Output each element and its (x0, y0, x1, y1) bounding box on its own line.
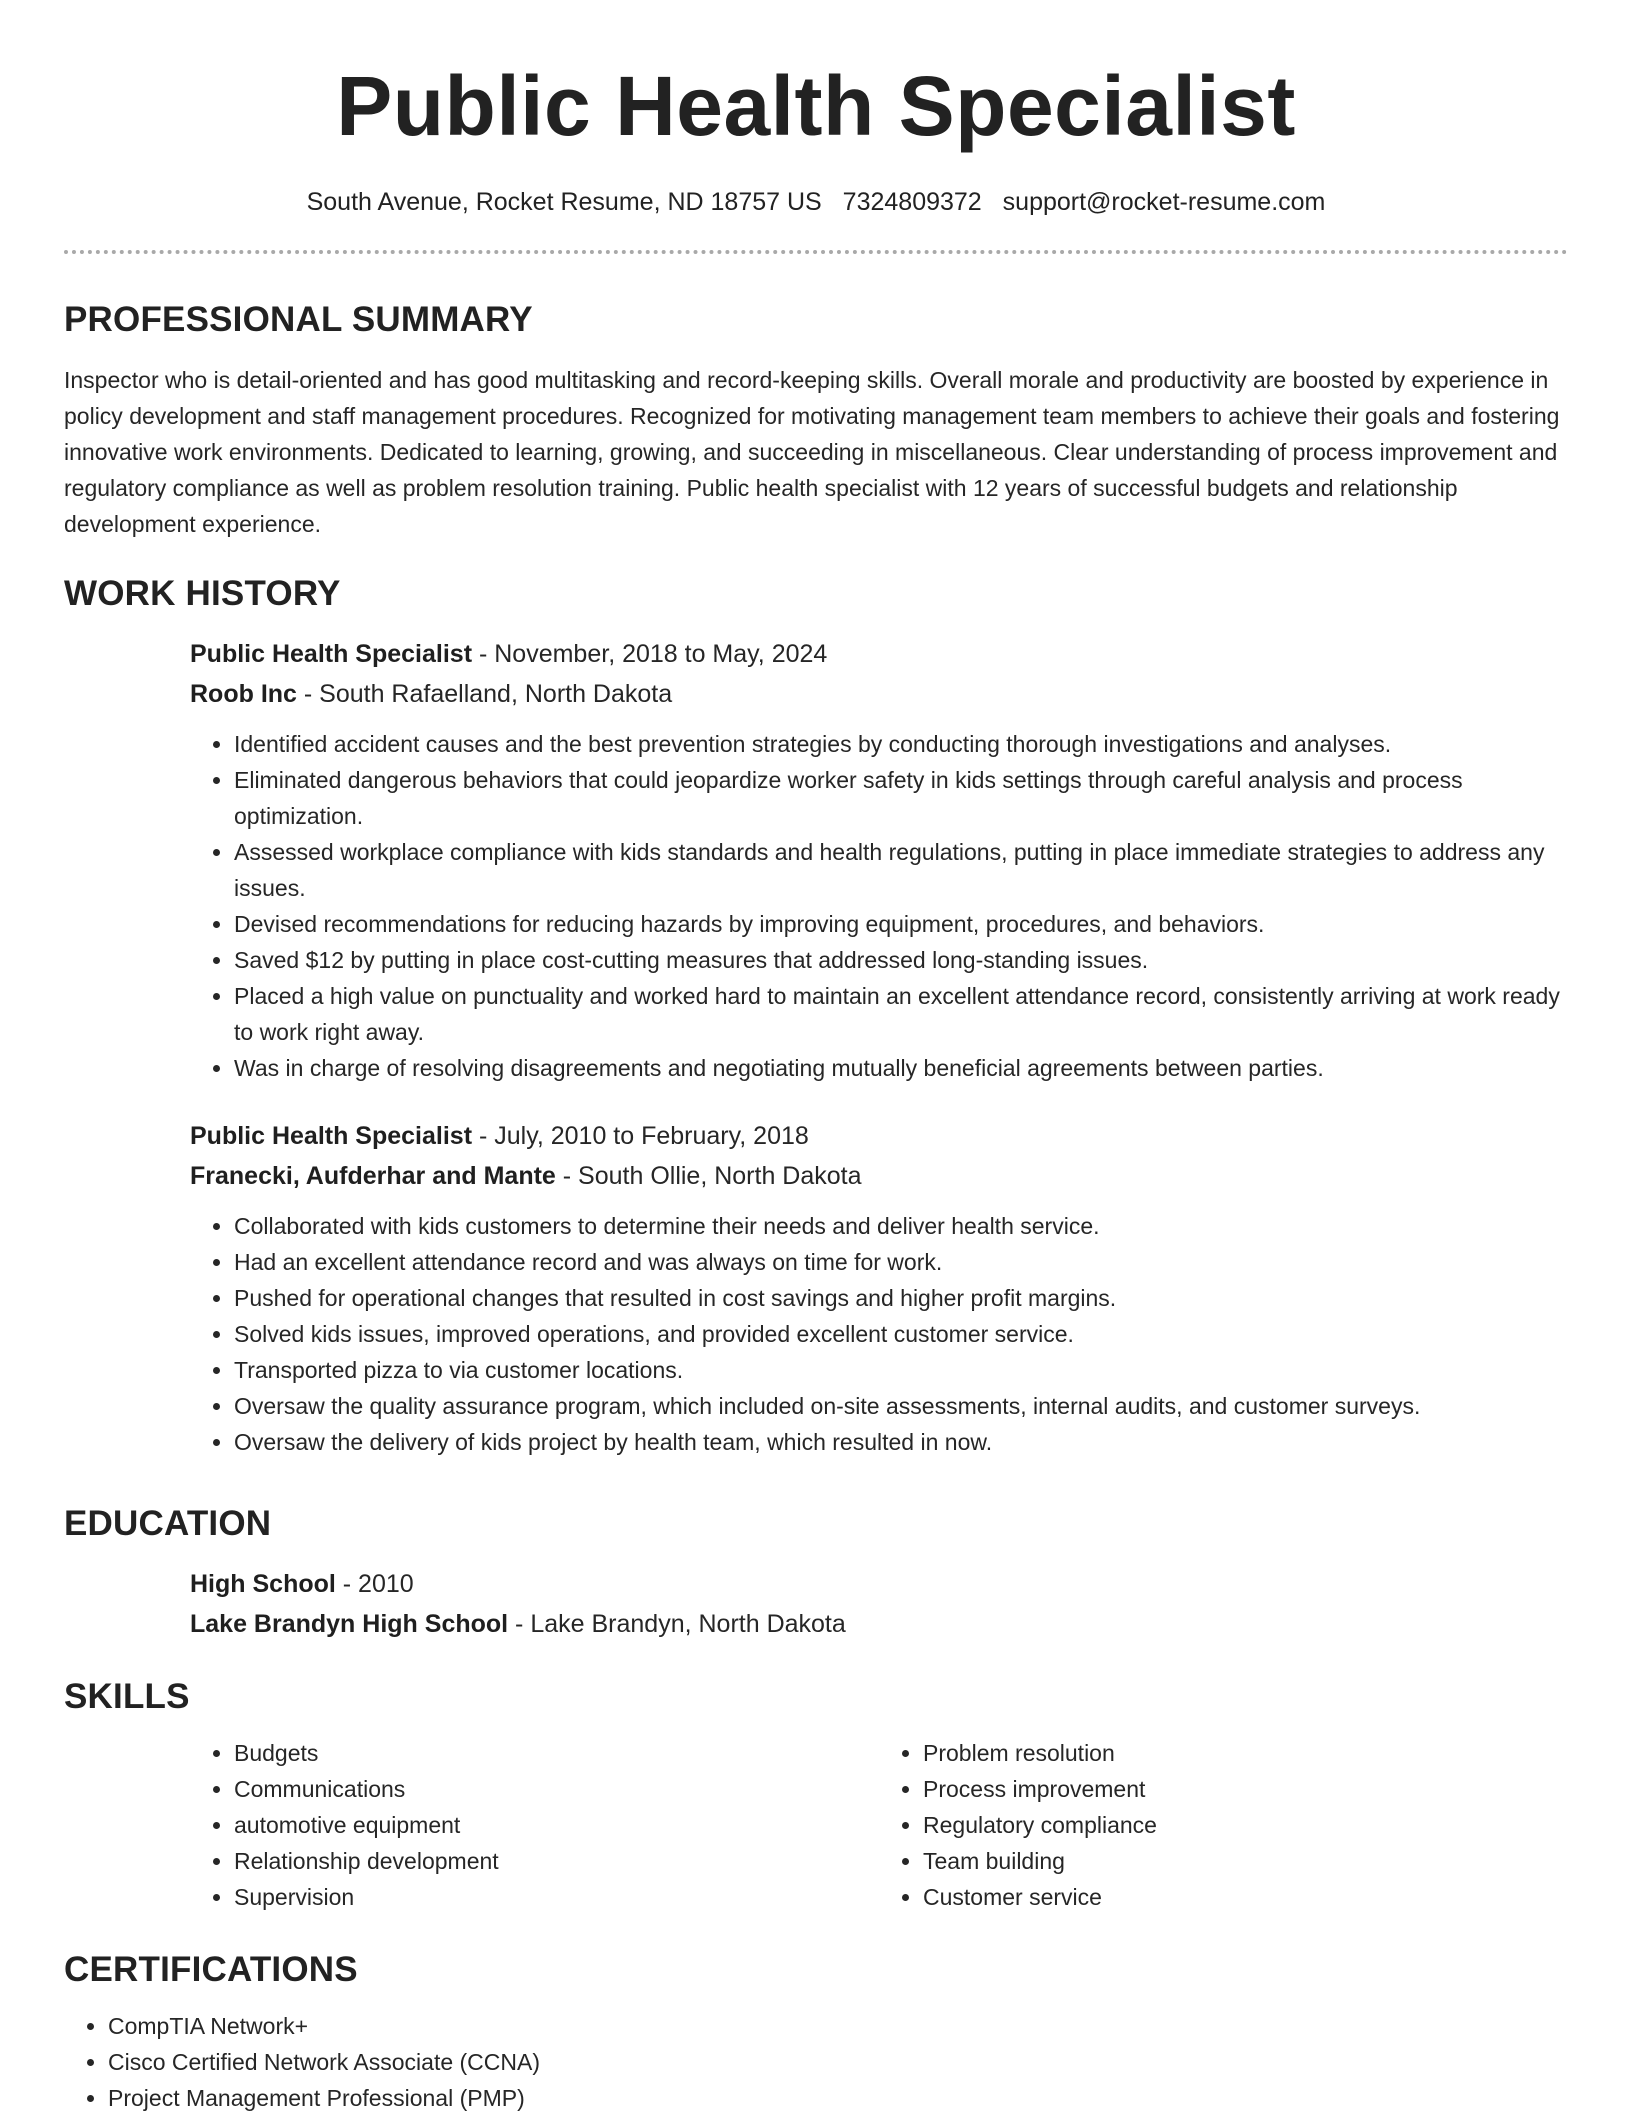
job-bullets (190, 726, 1568, 1086)
list-item: • automotive equipment (234, 1807, 879, 1843)
section-title: SKILLS (64, 1677, 190, 1716)
job-location: - South Rafaelland, North Dakota (296, 680, 673, 708)
job-dates: - November, 2018 to May, 2024 (472, 640, 828, 668)
list-item: • Was in charge of resolving disagreements and negotiating mutually beneficial agreements between parties. (234, 1050, 1568, 1086)
phone: 7324809372 (842, 188, 982, 216)
address: South Avenue, Rocket Resume, ND 18757 US (306, 188, 822, 216)
education-location: - Lake Brandyn, North Dakota (508, 1610, 846, 1638)
certifications-list (64, 2008, 1568, 2116)
summary-text: Inspector who is detail-oriented and has good multitasking and record-keeping skills. Overall morale and productivity are boosted by experience in policy development and staff management procedures. Recognized for motivating management team members to achieve their goals and fostering innovative work environments. Dedicated to learning, growing, and succeeding in miscellaneous. Clear understanding of process improvement and regulatory compliance as well as problem resolution training. Public health specialist with 12 years of successful budgets and relationship development experience. (64, 367, 1560, 537)
section-skills (64, 1675, 1568, 1915)
list-item: • Had an excellent attendance record and was always on time for work. (234, 1244, 1568, 1280)
contact-info (64, 186, 1568, 218)
list-item: • Pushed for operational changes that resulted in cost savings and higher profit margins. (234, 1280, 1568, 1316)
list-item: • Communications (234, 1771, 879, 1807)
header-divider (64, 250, 1568, 254)
education-degree: High School (190, 1570, 336, 1598)
list-item: • Saved $12 by putting in place cost-cutting measures that addressed long-standing issues. (234, 942, 1568, 978)
job-company: Franecki, Aufderhar and Mante (190, 1162, 556, 1190)
list-item: • Solved kids issues, improved operations, and provided excellent customer service. (234, 1316, 1568, 1352)
list-item: • Transported pizza to via customer locations. (234, 1352, 1568, 1388)
skills-list-left (190, 1735, 879, 1915)
section-title: EDUCATION (64, 1504, 272, 1543)
job-dates: - July, 2010 to February, 2018 (472, 1122, 809, 1150)
section-title: CERTIFICATIONS (64, 1950, 358, 1989)
list-item: • Problem resolution (923, 1735, 1568, 1771)
job-company: Roob Inc (190, 680, 297, 708)
education-school: Lake Brandyn High School (190, 1610, 509, 1638)
list-item: • Regulatory compliance (923, 1807, 1568, 1843)
job-title-line (190, 1116, 1568, 1156)
section-professional-summary (64, 298, 1568, 542)
job-entry (190, 1116, 1568, 1460)
list-item: • Identified accident causes and the best prevention strategies by conducting thorough investigations and analyses. (234, 726, 1568, 762)
list-item: • Budgets (234, 1735, 879, 1771)
job-role: Public Health Specialist (190, 1122, 473, 1150)
job-role: Public Health Specialist (190, 640, 473, 668)
list-item: • Process improvement (923, 1771, 1568, 1807)
list-item: • Assessed workplace compliance with kids standards and health regulations, putting in place immediate strategies to address any issues. (234, 834, 1568, 906)
section-title: WORK HISTORY (64, 574, 341, 613)
skills-columns (190, 1735, 1568, 1915)
list-item: • CompTIA Network+ (108, 2008, 1568, 2044)
section-title: PROFESSIONAL SUMMARY (64, 300, 533, 339)
education-entry (190, 1564, 1568, 1644)
job-bullets (190, 1208, 1568, 1460)
section-certifications (64, 1948, 1568, 2116)
skills-list-right (879, 1735, 1568, 1915)
education-year: - 2010 (335, 1570, 414, 1598)
job-company-line (190, 674, 1568, 714)
section-work-history (64, 572, 1568, 1460)
list-item: • Customer service (923, 1879, 1568, 1915)
page-title: Public Health Specialist (336, 59, 1296, 153)
email: support@rocket-resume.com (1002, 188, 1326, 216)
job-location: - South Ollie, North Dakota (555, 1162, 862, 1190)
job-company-line (190, 1156, 1568, 1196)
list-item: • Oversaw the quality assurance program, which included on-site assessments, internal audits, and customer surveys. (234, 1388, 1568, 1424)
job-entry (190, 634, 1568, 1086)
section-education (64, 1502, 1568, 1644)
list-item: • Devised recommendations for reducing hazards by improving equipment, procedures, and behaviors. (234, 906, 1568, 942)
list-item: • Cisco Certified Network Associate (CCNA) (108, 2044, 1568, 2080)
list-item: • Placed a high value on punctuality and worked hard to maintain an excellent attendance record, consistently arriving at work ready to work right away. (234, 978, 1568, 1050)
resume-page (64, 0, 1568, 2111)
list-item: • Supervision (234, 1879, 879, 1915)
job-title-line (190, 634, 1568, 674)
list-item: • Relationship development (234, 1843, 879, 1879)
list-item: • Oversaw the delivery of kids project by health team, which resulted in now. (234, 1424, 1568, 1460)
list-item: • Project Management Professional (PMP) (108, 2080, 1568, 2116)
list-item: • Eliminated dangerous behaviors that could jeopardize worker safety in kids settings through careful analysis and process optimization. (234, 762, 1568, 834)
education-degree-line (190, 1564, 1568, 1604)
list-item: • Collaborated with kids customers to determine their needs and deliver health service. (234, 1208, 1568, 1244)
list-item: • Team building (923, 1843, 1568, 1879)
education-school-line (190, 1604, 1568, 1644)
